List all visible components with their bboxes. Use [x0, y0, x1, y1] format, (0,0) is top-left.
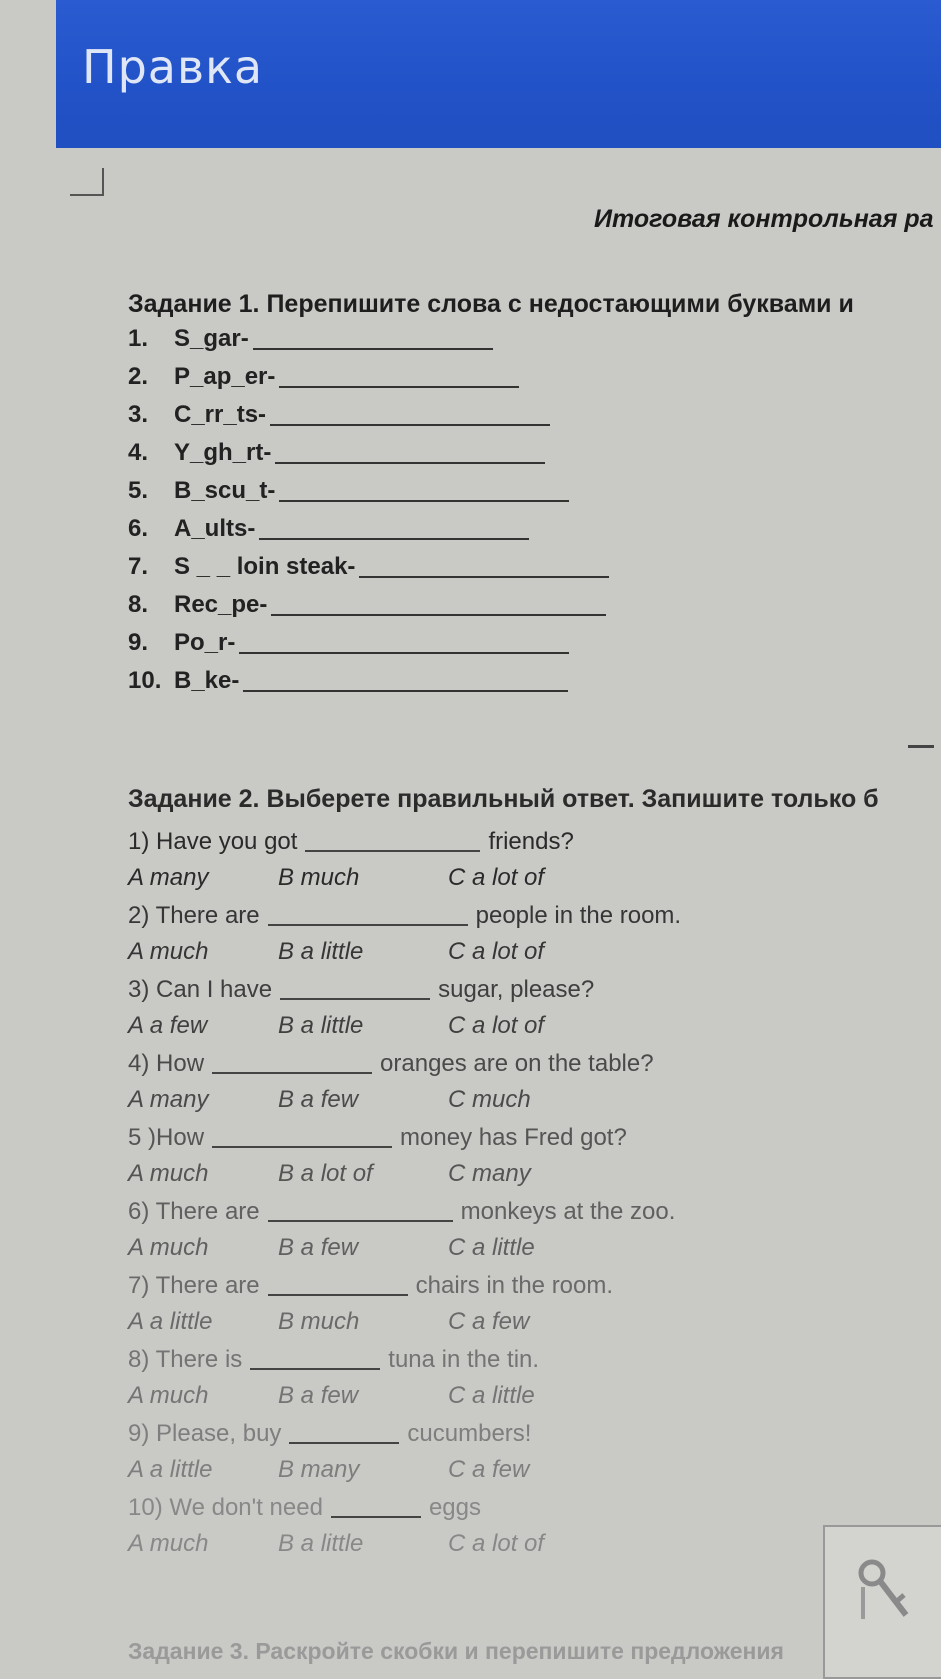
- question-text: 1) Have you got: [128, 828, 298, 855]
- answer-blank[interactable]: [305, 850, 480, 852]
- option-a[interactable]: A much: [128, 1530, 209, 1557]
- task3-heading: Задание 3. Раскройте скобки и перепишите предложения: [128, 1638, 784, 1664]
- question-text-end: people in the room.: [475, 902, 682, 929]
- option-c[interactable]: C much: [448, 1086, 531, 1113]
- question-text-end: chairs in the room.: [415, 1272, 614, 1299]
- option-a[interactable]: A much: [128, 938, 209, 965]
- option-b[interactable]: B a few: [278, 1086, 359, 1113]
- item-number: 8.: [128, 591, 149, 618]
- option-b[interactable]: B much: [278, 1308, 360, 1335]
- item-word: B_ke-: [174, 667, 240, 694]
- task1-item: [128, 629, 569, 657]
- task1-item: [128, 477, 569, 505]
- ribbon-bar: [56, 0, 941, 148]
- option-b[interactable]: B many: [278, 1456, 360, 1483]
- answer-blank[interactable]: [250, 1368, 380, 1370]
- item-word: S _ _ loin steak-: [174, 553, 356, 580]
- item-number: 2.: [128, 363, 149, 390]
- option-c[interactable]: C a lot of: [448, 864, 545, 891]
- item-number: 6.: [128, 515, 149, 542]
- item-word: A_ults-: [174, 515, 256, 542]
- answer-blank[interactable]: [212, 1146, 392, 1148]
- question-text-end: eggs: [428, 1494, 481, 1521]
- task1-item: [128, 667, 568, 695]
- answer-blank[interactable]: [268, 1220, 453, 1222]
- task1-heading: Задание 1. Перепишите слова с недостающими буквами и: [128, 290, 854, 318]
- answer-blank[interactable]: [268, 1294, 408, 1296]
- item-word: Y_gh_rt-: [174, 439, 272, 466]
- answer-blank[interactable]: [270, 424, 550, 426]
- answer-blank[interactable]: [275, 462, 545, 464]
- task1-item: [128, 515, 529, 543]
- question-line: [128, 1050, 654, 1078]
- answer-blank[interactable]: [259, 538, 529, 540]
- task1-item: [128, 439, 545, 467]
- item-number: 3.: [128, 401, 149, 428]
- question-line: [128, 1420, 531, 1448]
- question-line: [128, 1198, 675, 1226]
- answer-blank[interactable]: [271, 614, 606, 616]
- item-number: 1.: [128, 325, 149, 352]
- answer-blank[interactable]: [279, 386, 519, 388]
- question-text-end: money has Fred got?: [400, 1124, 627, 1151]
- option-a[interactable]: A a few: [128, 1012, 208, 1039]
- answer-blank[interactable]: [359, 576, 609, 578]
- question-text-end: monkeys at the zoo.: [460, 1198, 676, 1225]
- question-text: 8) There is: [128, 1346, 243, 1373]
- option-b[interactable]: B much: [278, 864, 360, 891]
- option-b[interactable]: B a little: [278, 938, 364, 965]
- item-number: 10.: [128, 667, 162, 694]
- page-corner-mark: [70, 168, 104, 196]
- key-icon[interactable]: [854, 1555, 914, 1625]
- question-line: [128, 1346, 539, 1374]
- option-b[interactable]: B a little: [278, 1012, 364, 1039]
- option-c[interactable]: C a lot of: [448, 1530, 545, 1557]
- question-text: 6) There are: [128, 1198, 260, 1225]
- option-a[interactable]: A many: [128, 864, 209, 891]
- answer-blank[interactable]: [279, 500, 569, 502]
- option-b[interactable]: B a few: [278, 1234, 359, 1261]
- task1-item: [128, 591, 606, 619]
- question-line: [128, 828, 574, 856]
- option-a[interactable]: A much: [128, 1382, 209, 1409]
- question-text: 5 )How: [128, 1124, 205, 1151]
- question-text-end: tuna in the tin.: [388, 1346, 540, 1373]
- item-number: 4.: [128, 439, 149, 466]
- question-text-end: sugar, please?: [438, 976, 595, 1003]
- margin-dash: [908, 745, 934, 748]
- question-line: [128, 976, 594, 1004]
- answer-blank[interactable]: [243, 690, 568, 692]
- option-a[interactable]: A much: [128, 1160, 209, 1187]
- item-word: C_rr_ts-: [174, 401, 267, 428]
- task1-item: [128, 363, 519, 391]
- item-number: 5.: [128, 477, 149, 504]
- item-word: P_ap_er-: [174, 363, 276, 390]
- option-b[interactable]: B a little: [278, 1530, 364, 1557]
- item-number: 9.: [128, 629, 149, 656]
- answer-blank[interactable]: [289, 1442, 399, 1444]
- question-text: 2) There are: [128, 902, 260, 929]
- ribbon-title[interactable]: Правка: [82, 40, 264, 94]
- item-word: B_scu_t-: [174, 477, 276, 504]
- answer-blank[interactable]: [253, 348, 493, 350]
- question-line: [128, 1494, 481, 1522]
- option-b[interactable]: B a lot of: [278, 1160, 373, 1187]
- question-text-end: cucumbers!: [407, 1420, 532, 1447]
- option-a[interactable]: A a little: [128, 1456, 213, 1483]
- answer-blank[interactable]: [268, 924, 468, 926]
- item-word: Rec_pe-: [174, 591, 268, 618]
- question-line: [128, 1124, 627, 1152]
- task1-item: [128, 553, 609, 581]
- option-c[interactable]: C a few: [448, 1456, 530, 1483]
- item-word: S_gar-: [174, 325, 249, 352]
- question-line: [128, 1272, 613, 1300]
- task1-item: [128, 325, 493, 353]
- option-c[interactable]: C a little: [448, 1234, 535, 1261]
- question-text: 4) How: [128, 1050, 205, 1077]
- question-line: [128, 902, 681, 930]
- question-text-end: oranges are on the table?: [380, 1050, 654, 1077]
- answer-blank[interactable]: [280, 998, 430, 1000]
- option-c[interactable]: C a little: [448, 1382, 535, 1409]
- question-text: 3) Can I have: [128, 976, 273, 1003]
- task1-item: [128, 401, 550, 429]
- question-text: 9) Please, buy: [128, 1420, 282, 1447]
- item-word: Po_r-: [174, 629, 236, 656]
- answer-blank[interactable]: [239, 652, 569, 654]
- question-text: 10) We don't need: [128, 1494, 323, 1521]
- option-a[interactable]: A many: [128, 1086, 209, 1113]
- option-c[interactable]: C a lot of: [448, 1012, 545, 1039]
- option-c[interactable]: C a few: [448, 1308, 530, 1335]
- option-c[interactable]: C many: [448, 1160, 531, 1187]
- answer-blank[interactable]: [212, 1072, 372, 1074]
- document-title: Итоговая контрольная ра: [594, 205, 934, 233]
- option-c[interactable]: C a lot of: [448, 938, 545, 965]
- item-number: 7.: [128, 553, 149, 580]
- option-a[interactable]: A a little: [128, 1308, 213, 1335]
- option-b[interactable]: B a few: [278, 1382, 359, 1409]
- answer-blank[interactable]: [331, 1516, 421, 1518]
- question-text-end: friends?: [488, 828, 574, 855]
- task2-heading: Задание 2. Выберете правильный ответ. Запишите только б: [128, 785, 879, 813]
- question-text: 7) There are: [128, 1272, 260, 1299]
- option-a[interactable]: A much: [128, 1234, 209, 1261]
